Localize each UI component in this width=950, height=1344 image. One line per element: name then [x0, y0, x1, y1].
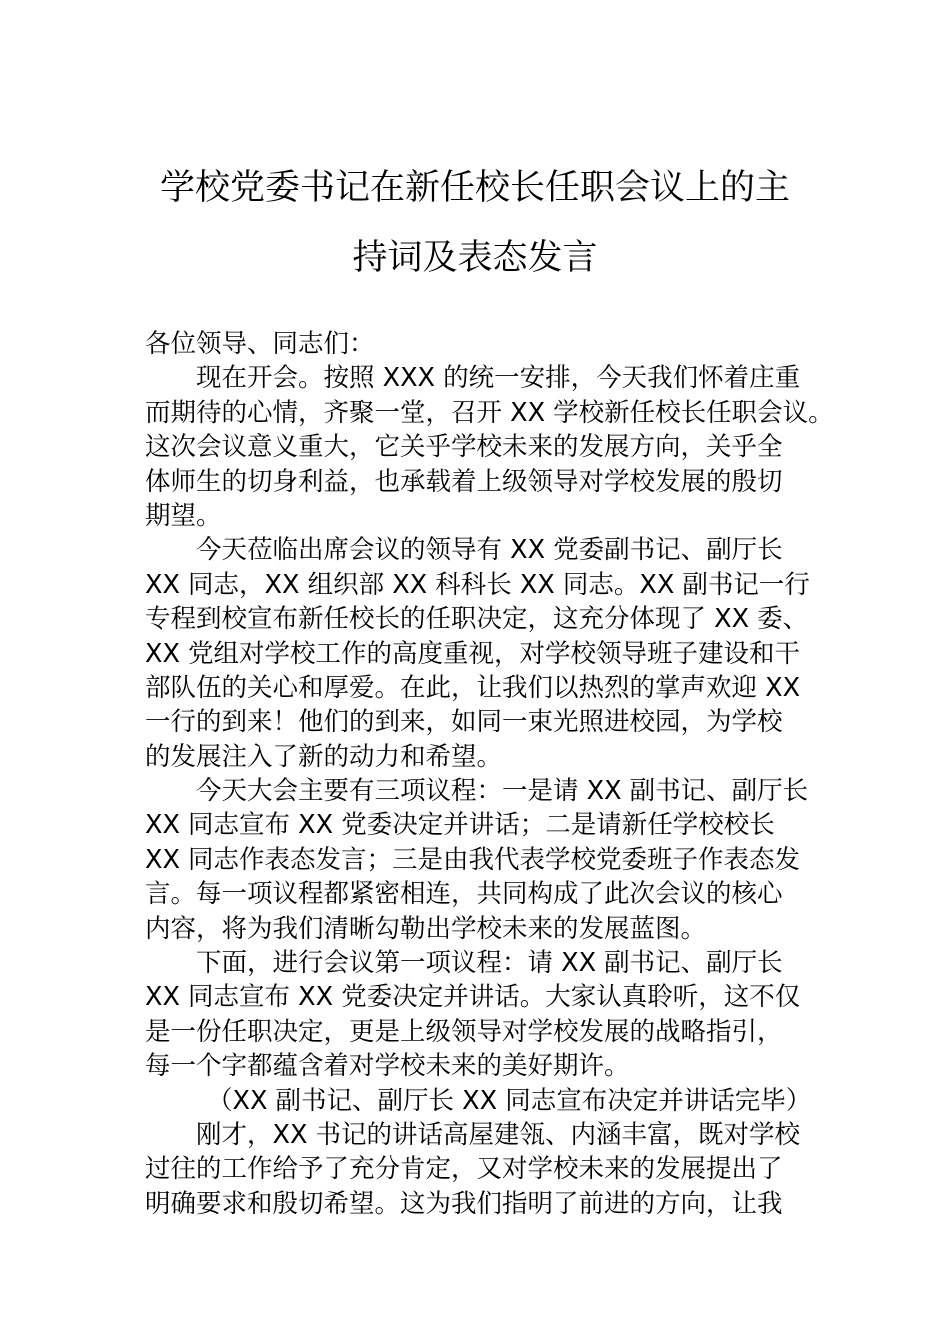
paragraph-line: 这次会议意义重大，它关乎学校未来的发展方向，关乎全 — [145, 432, 783, 463]
paragraph-line: 内容，将为我们清晰勾勒出学校未来的发展蓝图。 — [145, 913, 707, 944]
paragraph-line: 过往的工作给予了充分肯定，又对学校未来的发展提出了 — [145, 1154, 783, 1185]
paragraph-line: XX 同志宣布 XX 党委决定并讲话；二是请新任学校校长 — [145, 810, 775, 841]
paragraph-line: 下面，进行会议第一项议程：请 XX 副书记、副厅长 — [196, 948, 783, 979]
paragraph-line: 言。每一项议程都紧密相连，共同构成了此次会议的核心 — [145, 879, 783, 910]
paragraph-line: 部队伍的关心和厚爱。在此，让我们以热烈的掌声欢迎 XX — [145, 672, 801, 703]
document-title-line-2: 持词及表态发言 — [352, 238, 598, 278]
paragraph-line: 而期待的心情，齐聚一堂，召开 XX 学校新任校长任职会议。 — [145, 397, 834, 428]
paragraph-line: 一行的到来！他们的到来，如同一束光照进校园，为学校 — [145, 707, 783, 738]
paragraph-line: 明确要求和殷切希望。这为我们指明了前进的方向，让我 — [145, 1188, 783, 1219]
document-body — [145, 327, 834, 1221]
salutation: 各位领导、同志们： — [145, 329, 375, 359]
paragraph-line: XX 同志作表态发言；三是由我代表学校党委班子作表态发 — [145, 844, 801, 875]
document-title-line-1: 学校党委书记在新任校长任职会议上的主 — [159, 168, 790, 208]
paragraph-line: 今天莅临出席会议的领导有 XX 党委副书记、副厅长 — [196, 535, 783, 566]
paragraph-line: 期望。 — [145, 500, 222, 531]
paragraph-line: 刚才，XX 书记的讲话高屋建瓴、内涵丰富，既对学校 — [196, 1119, 801, 1150]
paragraph-line: XX 同志，XX 组织部 XX 科科长 XX 同志。XX 副书记一行 — [145, 569, 810, 600]
paragraph-line: 的发展注入了新的动力和希望。 — [145, 741, 503, 772]
paragraph-line: 体师生的切身利益，也承载着上级领导对学校发展的殷切 — [145, 466, 783, 497]
paragraph-line: 今天大会主要有三项议程：一是请 XX 副书记、副厅长 — [196, 776, 809, 807]
paragraph-line: 是一份任职决定，更是上级领导对学校发展的战略指引， — [145, 1016, 783, 1047]
paragraph-line: 现在开会。按照 XXX 的统一安排，今天我们怀着庄重 — [196, 363, 801, 394]
paragraph-line: 专程到校宣布新任校长的任职决定，这充分体现了 XX 委、 — [145, 604, 809, 635]
paragraph-line: XX 同志宣布 XX 党委决定并讲话。大家认真聆听，这不仅 — [145, 982, 801, 1013]
paragraph-line: XX 党组对学校工作的高度重视，对学校领导班子建设和干 — [145, 638, 801, 669]
paragraph-line: 每一个字都蕴含着对学校未来的美好期许。 — [145, 1051, 630, 1082]
stage-direction: （XX 副书记、副厅长 XX 同志宣布决定并讲话完毕） — [207, 1085, 812, 1116]
